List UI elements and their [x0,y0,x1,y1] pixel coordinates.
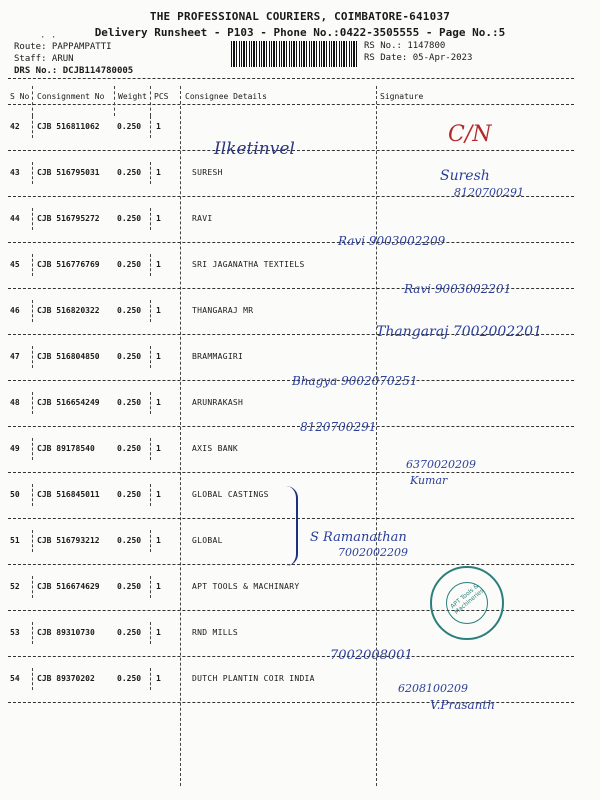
cell-consignee: GLOBAL CASTINGS [192,490,269,499]
cell-pcs: 1 [156,398,161,407]
handwritten-signature: Suresh [440,168,490,184]
column-divider [32,86,33,116]
cell-consignee: THANGARAJ MR [192,306,254,315]
stamp-text: APT Tools & Machineries [449,582,486,616]
cell-consignment: CJB 516845011 [37,490,100,499]
cell-weight: 0.250 [117,444,142,453]
cell-weight: 0.250 [117,582,142,591]
cell-pcs: 1 [156,260,161,269]
cell-weight: 0.250 [117,168,142,177]
column-divider [150,622,151,644]
cell-consignment: CJB 516654249 [37,398,100,407]
runsheet-meta-left [14,41,133,77]
cell-pcs: 1 [156,352,161,361]
column-divider [32,116,33,138]
cell-weight: 0.250 [117,260,142,269]
cell-consignment: CJB 516795031 [37,168,100,177]
col-header-signature: Signature [380,92,424,101]
handwritten-signature: S Ramanathan [310,530,407,545]
handwritten-number: 7002002209 [338,546,408,559]
handwritten-brace [284,486,298,566]
cell-sno: 50 [10,490,20,499]
cell-consignee: BRAMMAGIRI [192,352,244,361]
cell-sno: 54 [10,674,20,683]
cell-sno: 43 [10,168,20,177]
handwritten-mark: C/N [448,122,492,147]
cell-weight: 0.250 [117,122,142,131]
runsheet-meta-right [364,40,472,64]
cell-consignee: RND MILLS [192,628,239,637]
column-divider [32,484,33,506]
cell-pcs: 1 [156,674,161,683]
column-divider [32,622,33,644]
cell-consignee: DUTCH PLANTIN COIR INDIA [192,674,315,683]
handwritten-number: 8120700291 [300,420,377,434]
column-divider [180,86,181,786]
cell-pcs: 1 [156,168,161,177]
company-title: THE PROFESSIONAL COURIERS, COIMBATORE-641037 [149,10,451,23]
column-divider [114,86,115,116]
cell-weight: 0.250 [117,214,142,223]
cell-weight: 0.250 [117,352,142,361]
cell-sno: 48 [10,398,20,407]
col-header-weight: Weight [118,92,147,101]
column-divider [32,392,33,414]
staff-label: Staff: ARUN [14,54,74,64]
cell-sno: 45 [10,260,20,269]
divider [8,104,574,105]
row-divider [8,426,574,427]
cell-consignment: CJB 516820322 [37,306,100,315]
col-header-pcs: PCS [154,92,169,101]
divider [8,78,574,79]
handwritten-number: 8120700291 [454,186,524,199]
handwritten-number: 6208100209 [398,682,468,695]
cell-consignment: CJB 516674629 [37,582,100,591]
cell-sno: 53 [10,628,20,637]
column-divider [150,116,151,138]
cell-pcs: 1 [156,444,161,453]
cell-sno: 52 [10,582,20,591]
column-divider [150,392,151,414]
cell-consignee: ARUNRAKASH [192,398,244,407]
col-header-consignee: Consignee Details [185,92,267,101]
cell-pcs: 1 [156,490,161,499]
cell-pcs: 1 [156,582,161,591]
column-divider [150,484,151,506]
handwritten-signature: Ravi 9003002201 [404,282,512,296]
cell-consignment: CJB 516804850 [37,352,100,361]
column-divider [32,254,33,276]
row-divider [8,380,574,381]
cell-consignee: RAVI [192,214,213,223]
cell-sno: 42 [10,122,20,131]
column-divider [150,346,151,368]
cell-consignment: CJB 89370202 [37,674,95,683]
column-divider [150,254,151,276]
column-divider [150,576,151,598]
cell-sno: 46 [10,306,20,315]
cell-consignment: CJB 516811062 [37,122,100,131]
rs-date: RS Date: 05-Apr-2023 [364,53,473,63]
column-divider [32,530,33,552]
cell-consignee: APT TOOLS & MACHINARY [192,582,300,591]
decorative-marks: · · [40,33,57,43]
cell-weight: 0.250 [117,674,142,683]
cell-consignment: CJB 516795272 [37,214,100,223]
cell-consignee: AXIS BANK [192,444,239,453]
cell-sno: 47 [10,352,20,361]
column-divider [150,208,151,230]
cell-consignment: CJB 89310730 [37,628,95,637]
cell-weight: 0.250 [117,628,142,637]
col-header-sno: S No [10,92,30,101]
column-divider [150,530,151,552]
handwritten-signature: Bhagya 9002070251 [292,374,418,388]
column-divider [32,346,33,368]
handwritten-signature: Ravi 9003002209 [338,234,446,248]
row-divider [8,656,574,657]
handwritten-number: 7002008001 [330,648,413,663]
handwritten-name: Ilketinvel [214,139,295,159]
cell-weight: 0.250 [117,398,142,407]
column-divider [150,668,151,690]
cell-consignee: GLOBAL [192,536,223,545]
drs-label: DRS No.: DCJB114780005 [14,66,134,76]
cell-weight: 0.250 [117,306,142,315]
col-header-consignment: Consignment No [37,92,105,101]
barcode [231,41,357,67]
cell-weight: 0.250 [117,490,142,499]
company-stamp [430,566,504,640]
cell-sno: 44 [10,214,20,223]
cell-weight: 0.250 [117,536,142,545]
column-divider [150,162,151,184]
column-divider [376,86,377,786]
route-label: Route: PAPPAMPATTI [14,42,112,52]
row-divider [8,242,574,243]
runsheet-subtitle: Delivery Runsheet - P103 - Phone No.:0422-3505555 - Page No.:5 [94,26,506,39]
cell-pcs: 1 [156,122,161,131]
cell-sno: 51 [10,536,20,545]
handwritten-signature: Kumar [410,474,448,487]
column-divider [32,162,33,184]
column-divider [32,208,33,230]
handwritten-signature: Thangaraj 7002002201 [376,324,542,340]
cell-pcs: 1 [156,628,161,637]
cell-consignee: SURESH [192,168,223,177]
column-divider [150,300,151,322]
cell-pcs: 1 [156,306,161,315]
row-divider [8,472,574,473]
column-divider [32,300,33,322]
cell-consignment: CJB 89178540 [37,444,95,453]
column-divider [32,668,33,690]
column-divider [32,438,33,460]
column-divider [150,86,151,116]
cell-pcs: 1 [156,536,161,545]
column-divider [32,576,33,598]
cell-consignment: CJB 516793212 [37,536,100,545]
cell-consignment: CJB 516776769 [37,260,100,269]
column-divider [150,438,151,460]
cell-consignee: SRI JAGANATHA TEXTIELS [192,260,305,269]
handwritten-number: 6370020209 [406,458,476,471]
cell-pcs: 1 [156,214,161,223]
rs-number: RS No.: 1147800 [364,41,446,51]
cell-sno: 49 [10,444,20,453]
handwritten-signature: V.Prasanth [430,698,495,712]
